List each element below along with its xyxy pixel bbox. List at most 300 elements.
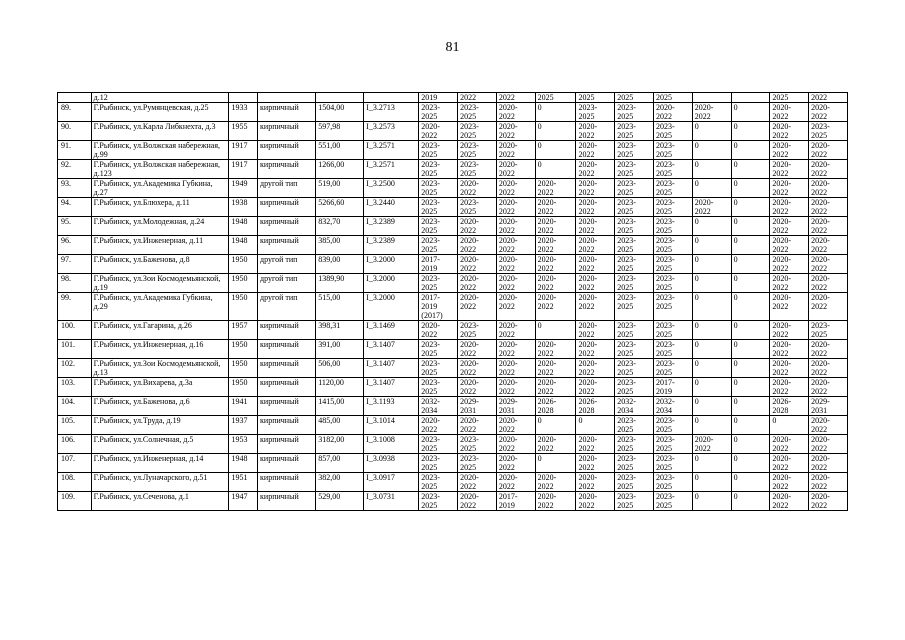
row-number-cell: 109. (58, 492, 92, 511)
schedule-cell: 0 (692, 321, 731, 340)
schedule-cell: 2020- 2022 (496, 217, 535, 236)
schedule-cell: 2023- 2025 (615, 255, 654, 274)
address-cell: Г.Рыбинск, ул.Гагарина, д.26 (91, 321, 229, 340)
row-number-cell: 94. (58, 198, 92, 217)
schedule-cell: 2023- 2025 (458, 122, 497, 141)
schedule-cell: 2020- 2022 (809, 359, 848, 378)
table-row (58, 103, 848, 122)
schedule-cell: 2020- 2022 (496, 236, 535, 255)
schedule-cell: 2023- 2025 (615, 274, 654, 293)
schedule-cell: 2020- 2022 (576, 293, 615, 321)
schedule-cell: 2023- 2025 (615, 103, 654, 122)
code-cell: I_3.2573 (364, 122, 419, 141)
schedule-cell: 2020- 2022 (576, 359, 615, 378)
schedule-cell: 2020- 2022 (419, 321, 458, 340)
schedule-cell: 2020- 2022 (770, 492, 809, 511)
material-cell: кирпичный (258, 473, 316, 492)
table-row (58, 198, 848, 217)
schedule-cell: 2020- 2022 (576, 122, 615, 141)
area-cell: 1266,00 (316, 160, 364, 179)
area-cell: 1389,90 (316, 274, 364, 293)
code-cell: I_3.0731 (364, 492, 419, 511)
schedule-cell: 2023- 2025 (419, 103, 458, 122)
code-cell: I_3.1407 (364, 359, 419, 378)
table-row (58, 160, 848, 179)
schedule-cell: 0 (731, 274, 770, 293)
row-number-cell: 100. (58, 321, 92, 340)
schedule-cell: 0 (692, 340, 731, 359)
schedule-cell: 2029- 2031 (809, 397, 848, 416)
schedule-cell: 2020- 2022 (576, 160, 615, 179)
year-cell: 1950 (229, 293, 258, 321)
schedule-cell: 2020- 2022 (770, 435, 809, 454)
year-cell: 1941 (229, 397, 258, 416)
year-cell: 1937 (229, 416, 258, 435)
schedule-cell: 2020- 2022 (496, 454, 535, 473)
year-cell: 1917 (229, 160, 258, 179)
schedule-cell: 2020- 2022 (535, 340, 576, 359)
table-cell: 2025 (576, 93, 615, 103)
schedule-cell: 2020- 2022 (576, 454, 615, 473)
schedule-cell: 2020- 2022 (496, 141, 535, 160)
address-cell: Г.Рыбинск, ул.Солнечная, д.5 (91, 435, 229, 454)
schedule-cell: 0 (692, 492, 731, 511)
schedule-cell: 0 (692, 141, 731, 160)
schedule-cell: 0 (692, 217, 731, 236)
schedule-cell: 2023- 2025 (458, 198, 497, 217)
code-cell: I_3.2000 (364, 274, 419, 293)
address-cell: Г.Рыбинск, ул.Волжская набережная, д.99 (91, 141, 229, 160)
schedule-cell: 0 (692, 293, 731, 321)
schedule-cell: 0 (731, 236, 770, 255)
schedule-cell: 0 (731, 179, 770, 198)
material-cell: кирпичный (258, 122, 316, 141)
address-cell: Г.Рыбинск, ул.Инженерная, д.11 (91, 236, 229, 255)
schedule-cell: 2020- 2022 (654, 103, 693, 122)
table-cell: 2025 (770, 93, 809, 103)
schedule-cell: 2020- 2022 (458, 492, 497, 511)
schedule-cell: 0 (731, 454, 770, 473)
schedule-cell: 2023- 2025 (615, 416, 654, 435)
material-cell: кирпичный (258, 359, 316, 378)
code-cell: I_3.2571 (364, 160, 419, 179)
schedule-cell: 2023- 2025 (576, 103, 615, 122)
schedule-cell: 0 (770, 416, 809, 435)
schedule-cell: 2020- 2022 (692, 198, 731, 217)
schedule-cell: 2020- 2022 (576, 492, 615, 511)
row-number-cell: 91. (58, 141, 92, 160)
schedule-cell: 0 (731, 217, 770, 236)
year-cell: 1950 (229, 255, 258, 274)
schedule-cell: 0 (692, 378, 731, 397)
table-cell (58, 93, 92, 103)
schedule-cell: 2020- 2022 (770, 236, 809, 255)
schedule-cell: 2023- 2025 (654, 122, 693, 141)
address-cell: Г.Рыбинск, ул.Академика Губкина, д.27 (91, 179, 229, 198)
schedule-cell: 2020- 2022 (458, 378, 497, 397)
code-cell: I_3.2713 (364, 103, 419, 122)
schedule-cell: 2023- 2025 (615, 492, 654, 511)
schedule-cell: 2023- 2025 (654, 321, 693, 340)
schedule-cell: 2023- 2025 (419, 359, 458, 378)
table-cell: 2025 (615, 93, 654, 103)
schedule-cell: 2020- 2022 (692, 435, 731, 454)
code-cell: I_3.0938 (364, 454, 419, 473)
schedule-cell: 0 (731, 340, 770, 359)
material-cell: кирпичный (258, 416, 316, 435)
schedule-cell: 2020- 2022 (576, 435, 615, 454)
schedule-cell: 2020- 2022 (496, 416, 535, 435)
schedule-cell: 2020- 2022 (535, 217, 576, 236)
schedule-cell: 2032- 2034 (615, 397, 654, 416)
schedule-cell: 2023- 2025 (615, 454, 654, 473)
schedule-cell: 0 (692, 179, 731, 198)
address-cell: Г.Рыбинск, ул.Труда, д.19 (91, 416, 229, 435)
schedule-cell: 2020- 2022 (809, 179, 848, 198)
schedule-cell: 2026- 2028 (576, 397, 615, 416)
area-cell: 1504,00 (316, 103, 364, 122)
schedule-cell: 2023- 2025 (458, 435, 497, 454)
schedule-cell: 2023- 2025 (654, 416, 693, 435)
code-cell: I_3.2389 (364, 217, 419, 236)
address-cell: д.12 (91, 93, 229, 103)
schedule-cell: 0 (731, 359, 770, 378)
schedule-cell: 2023- 2025 (458, 103, 497, 122)
table-cell (229, 93, 258, 103)
row-number-cell: 102. (58, 359, 92, 378)
table-row (58, 378, 848, 397)
schedule-cell: 2020- 2022 (576, 255, 615, 274)
schedule-cell: 2023- 2025 (615, 378, 654, 397)
schedule-cell: 2020- 2022 (809, 293, 848, 321)
code-cell: I_3.1407 (364, 340, 419, 359)
schedule-cell: 2023- 2025 (615, 321, 654, 340)
schedule-cell: 0 (535, 122, 576, 141)
material-cell: другой тип (258, 255, 316, 274)
schedule-cell: 2020- 2022 (809, 103, 848, 122)
table-row (58, 179, 848, 198)
schedule-cell: 2020- 2022 (809, 255, 848, 274)
year-cell: 1957 (229, 321, 258, 340)
area-cell: 551,00 (316, 141, 364, 160)
schedule-cell: 0 (731, 321, 770, 340)
schedule-cell: 0 (731, 397, 770, 416)
schedule-cell: 2017- 2019 (654, 378, 693, 397)
schedule-cell: 2023- 2025 (419, 473, 458, 492)
table-row (58, 255, 848, 274)
material-cell: кирпичный (258, 492, 316, 511)
schedule-cell: 2020- 2022 (535, 435, 576, 454)
schedule-cell: 2020- 2022 (458, 179, 497, 198)
schedule-cell: 2020- 2022 (535, 293, 576, 321)
table-row (58, 454, 848, 473)
schedule-cell: 2020- 2022 (770, 378, 809, 397)
table-row (58, 122, 848, 141)
schedule-cell: 0 (535, 160, 576, 179)
schedule-cell: 2023- 2025 (615, 435, 654, 454)
schedule-cell: 2032- 2034 (654, 397, 693, 416)
address-cell: Г.Рыбинск, ул.Баженова, д.8 (91, 255, 229, 274)
table-row (58, 397, 848, 416)
row-number-cell: 104. (58, 397, 92, 416)
schedule-cell: 2023- 2025 (654, 255, 693, 274)
schedule-cell: 2020- 2022 (576, 321, 615, 340)
year-cell: 1938 (229, 198, 258, 217)
year-cell: 1950 (229, 378, 258, 397)
schedule-cell: 2020- 2022 (770, 179, 809, 198)
table-row (58, 492, 848, 511)
schedule-cell: 0 (692, 255, 731, 274)
schedule-cell: 2020- 2022 (576, 217, 615, 236)
address-cell: Г.Рыбинск, ул.Вихарева, д.3а (91, 378, 229, 397)
schedule-cell: 2023- 2025 (419, 340, 458, 359)
schedule-cell: 2020- 2022 (770, 340, 809, 359)
address-cell: Г.Рыбинск, ул.Румянцевская, д.25 (91, 103, 229, 122)
schedule-cell: 2020- 2022 (770, 217, 809, 236)
schedule-cell: 2023- 2025 (419, 160, 458, 179)
schedule-cell: 2023- 2025 (458, 454, 497, 473)
schedule-cell: 2020- 2022 (770, 473, 809, 492)
schedule-cell: 2023- 2025 (615, 217, 654, 236)
code-cell: I_3.2571 (364, 141, 419, 160)
row-number-cell: 96. (58, 236, 92, 255)
schedule-cell: 2020- 2022 (496, 378, 535, 397)
schedule-cell: 2020- 2022 (535, 473, 576, 492)
schedule-cell: 2023- 2025 (654, 435, 693, 454)
address-cell: Г.Рыбинск, ул.Баженова, д.6 (91, 397, 229, 416)
schedule-cell: 2023- 2025 (615, 473, 654, 492)
schedule-cell: 2020- 2022 (496, 473, 535, 492)
code-cell: I_3.2000 (364, 255, 419, 274)
schedule-cell: 2017- 2019 (496, 492, 535, 511)
schedule-cell: 2023- 2025 (419, 274, 458, 293)
schedule-cell: 2023- 2025 (654, 492, 693, 511)
year-cell: 1955 (229, 122, 258, 141)
schedule-cell: 0 (692, 473, 731, 492)
schedule-cell: 0 (692, 274, 731, 293)
schedule-cell: 2020- 2022 (809, 378, 848, 397)
schedule-cell: 2020- 2022 (458, 236, 497, 255)
table-cell (316, 93, 364, 103)
table-row (58, 274, 848, 293)
schedule-cell: 2023- 2025 (615, 122, 654, 141)
schedule-cell: 2032- 2034 (419, 397, 458, 416)
schedule-cell: 2023- 2025 (419, 236, 458, 255)
address-cell: Г.Рыбинск, ул.Блюхера, д.11 (91, 198, 229, 217)
schedule-cell: 2020- 2022 (692, 103, 731, 122)
schedule-cell: 2020- 2022 (458, 255, 497, 274)
schedule-cell: 2023- 2025 (809, 321, 848, 340)
schedule-cell: 2023- 2025 (615, 293, 654, 321)
schedule-cell: 2020- 2022 (496, 359, 535, 378)
table-body (58, 93, 848, 511)
row-number-cell: 98. (58, 274, 92, 293)
table-row (58, 293, 848, 321)
schedule-cell: 2020- 2022 (458, 359, 497, 378)
row-number-cell: 90. (58, 122, 92, 141)
address-cell: Г.Рыбинск, ул.Зои Космодемьянской, д.13 (91, 359, 229, 378)
schedule-cell: 2020- 2022 (770, 321, 809, 340)
schedule-cell: 2020- 2022 (809, 274, 848, 293)
address-cell: Г.Рыбинск, ул.Волжская набережная, д.123 (91, 160, 229, 179)
area-cell: 857,00 (316, 454, 364, 473)
schedule-cell: 2023- 2025 (615, 160, 654, 179)
schedule-cell: 2026- 2028 (770, 397, 809, 416)
code-cell: I_3.2389 (364, 236, 419, 255)
year-cell: 1948 (229, 217, 258, 236)
area-cell: 506,00 (316, 359, 364, 378)
schedule-cell: 2023- 2025 (654, 293, 693, 321)
schedule-cell: 0 (731, 198, 770, 217)
schedule-cell: 0 (692, 160, 731, 179)
schedule-cell: 2020- 2022 (770, 454, 809, 473)
table-row (58, 217, 848, 236)
schedule-cell: 2020- 2022 (809, 217, 848, 236)
schedule-cell: 2020- 2022 (458, 416, 497, 435)
row-number-cell: 103. (58, 378, 92, 397)
year-cell: 1949 (229, 179, 258, 198)
schedule-cell: 2020- 2022 (576, 274, 615, 293)
schedule-cell: 2023- 2025 (654, 198, 693, 217)
schedule-cell: 2023- 2025 (458, 160, 497, 179)
schedule-cell: 2020- 2022 (496, 340, 535, 359)
schedule-cell: 2020- 2022 (809, 198, 848, 217)
schedule-cell: 2020- 2022 (458, 473, 497, 492)
schedule-cell: 2023- 2025 (419, 454, 458, 473)
schedule-cell: 0 (731, 141, 770, 160)
year-cell: 1951 (229, 473, 258, 492)
area-cell: 519,00 (316, 179, 364, 198)
material-cell: кирпичный (258, 160, 316, 179)
material-cell: кирпичный (258, 103, 316, 122)
schedule-cell: 2017- 2019 (2017) (419, 293, 458, 321)
area-cell: 398,31 (316, 321, 364, 340)
area-cell: 485,00 (316, 416, 364, 435)
row-number-cell: 89. (58, 103, 92, 122)
row-number-cell: 106. (58, 435, 92, 454)
schedule-cell: 2020- 2022 (458, 340, 497, 359)
schedule-cell: 2020- 2022 (496, 321, 535, 340)
table-cell: 2025 (535, 93, 576, 103)
schedule-cell: 2023- 2025 (419, 435, 458, 454)
row-number-cell: 97. (58, 255, 92, 274)
row-number-cell: 105. (58, 416, 92, 435)
schedule-cell: 2023- 2025 (615, 340, 654, 359)
table-cell: 2019 (419, 93, 458, 103)
schedule-cell: 2020- 2022 (496, 160, 535, 179)
schedule-cell: 2020- 2022 (576, 340, 615, 359)
schedule-cell: 2020- 2022 (576, 473, 615, 492)
schedule-cell: 2023- 2025 (809, 122, 848, 141)
table-row (58, 473, 848, 492)
schedule-cell: 2020- 2022 (535, 274, 576, 293)
schedule-cell: 2020- 2022 (770, 160, 809, 179)
schedule-cell: 2020- 2022 (535, 255, 576, 274)
area-cell: 1415,00 (316, 397, 364, 416)
schedule-cell: 2020- 2022 (770, 255, 809, 274)
schedule-cell: 0 (692, 236, 731, 255)
code-cell: I_3.2000 (364, 293, 419, 321)
buildings-table (57, 92, 848, 511)
continuation-row (58, 93, 848, 103)
material-cell: кирпичный (258, 454, 316, 473)
schedule-cell: 0 (731, 293, 770, 321)
schedule-cell: 2023- 2025 (419, 378, 458, 397)
code-cell: I_3.2500 (364, 179, 419, 198)
year-cell: 1948 (229, 454, 258, 473)
schedule-cell: 2020- 2022 (576, 236, 615, 255)
code-cell: I_3.1469 (364, 321, 419, 340)
schedule-cell: 2020- 2022 (770, 198, 809, 217)
schedule-cell: 0 (692, 454, 731, 473)
table-row (58, 340, 848, 359)
schedule-cell: 2020- 2022 (496, 293, 535, 321)
schedule-cell: 2023- 2025 (654, 141, 693, 160)
schedule-cell: 0 (731, 416, 770, 435)
schedule-cell: 2020- 2022 (576, 141, 615, 160)
code-cell: I_3.1193 (364, 397, 419, 416)
area-cell: 385,00 (316, 236, 364, 255)
schedule-cell: 2023- 2025 (615, 179, 654, 198)
area-cell: 839,00 (316, 255, 364, 274)
code-cell: I_3.0917 (364, 473, 419, 492)
schedule-cell: 2023- 2025 (615, 236, 654, 255)
row-number-cell: 107. (58, 454, 92, 473)
schedule-cell: 0 (731, 255, 770, 274)
schedule-cell: 2020- 2022 (576, 179, 615, 198)
address-cell: Г.Рыбинск, ул.Инженерная, д.14 (91, 454, 229, 473)
schedule-cell: 0 (692, 359, 731, 378)
area-cell: 382,00 (316, 473, 364, 492)
table-cell (364, 93, 419, 103)
schedule-cell: 2020- 2022 (496, 122, 535, 141)
schedule-cell: 2020- 2022 (809, 492, 848, 511)
schedule-cell: 2020- 2022 (809, 141, 848, 160)
schedule-cell: 2023- 2025 (615, 359, 654, 378)
schedule-cell: 2020- 2022 (535, 179, 576, 198)
schedule-cell: 2026- 2028 (535, 397, 576, 416)
material-cell: кирпичный (258, 378, 316, 397)
material-cell: кирпичный (258, 435, 316, 454)
schedule-cell: 0 (692, 122, 731, 141)
schedule-cell: 2020- 2022 (809, 236, 848, 255)
material-cell: кирпичный (258, 321, 316, 340)
table-row (58, 416, 848, 435)
schedule-cell: 2023- 2025 (419, 141, 458, 160)
table-cell: 2022 (458, 93, 497, 103)
schedule-cell: 2020- 2022 (809, 473, 848, 492)
schedule-cell: 2020- 2022 (458, 217, 497, 236)
address-cell: Г.Рыбинск, ул.Инженерная, д.16 (91, 340, 229, 359)
material-cell: другой тип (258, 179, 316, 198)
schedule-cell: 0 (535, 454, 576, 473)
schedule-cell: 2020- 2022 (770, 359, 809, 378)
material-cell: другой тип (258, 274, 316, 293)
schedule-cell: 2020- 2022 (496, 103, 535, 122)
address-cell: Г.Рыбинск, ул.Луначарского, д.51 (91, 473, 229, 492)
schedule-cell: 0 (731, 103, 770, 122)
table-row (58, 435, 848, 454)
area-cell: 515,00 (316, 293, 364, 321)
row-number-cell: 93. (58, 179, 92, 198)
schedule-cell: 2023- 2025 (615, 141, 654, 160)
year-cell: 1947 (229, 492, 258, 511)
year-cell: 1948 (229, 236, 258, 255)
table-cell: 2022 (809, 93, 848, 103)
schedule-cell: 2029- 2031 (496, 397, 535, 416)
schedule-cell: 2020- 2022 (535, 378, 576, 397)
schedule-cell: 2020- 2022 (770, 293, 809, 321)
